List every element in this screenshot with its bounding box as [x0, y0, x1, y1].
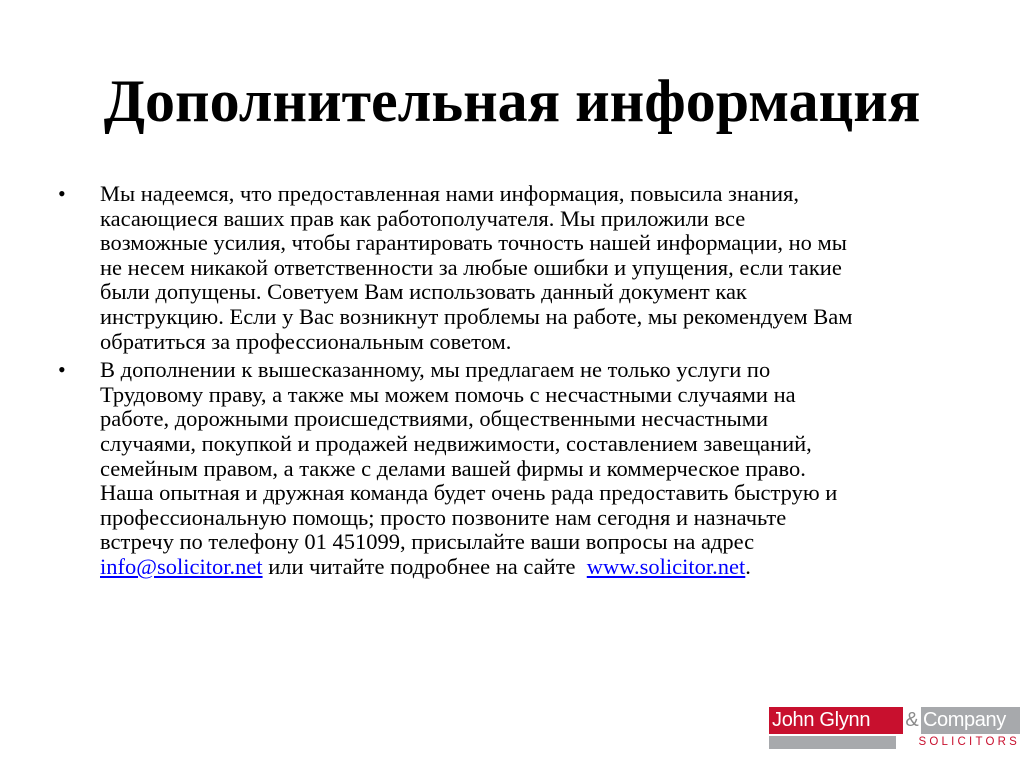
text-line: касающиеся ваших прав как работополучателя. Мы приложили все [100, 205, 746, 231]
logo-subtitle: SOLICITORS [918, 736, 1020, 748]
text-line: работе, дорожными происшедствиями, общественными несчастными [100, 406, 769, 432]
bullet-text-1 [100, 182, 968, 354]
bullet-text-2 [100, 358, 968, 579]
website-link[interactable]: www.solicitor.net [586, 553, 746, 579]
text-line: инструкцию. Если у Вас возникнут проблемы на работе, мы рекомендуем Вам [100, 303, 853, 329]
logo-grey-bar [769, 736, 896, 749]
text-line: профессиональную помощь; просто позвоните нам сегодня и назначьте [100, 504, 787, 530]
text-line: семейным правом, а также с делами вашей фирмы и коммерческое право. [100, 455, 806, 481]
text-line: случаями, покупкой и продажей недвижимости, составлением завещаний, [100, 430, 812, 456]
bullet-item-1 [58, 182, 968, 354]
link-connector-text: или читайте подробнее на сайте [262, 553, 587, 579]
text-line: Трудовому праву, а также мы можем помочь с несчастными случаями на [100, 381, 796, 407]
logo-ampersand: & [903, 707, 921, 734]
text-line: были допущены. Советуем Вам использовать данный документ как [100, 279, 747, 305]
sentence-end: . [745, 553, 751, 579]
text-line: встречу по телефону 01 451099, присылайте ваши вопросы на адрес [100, 529, 755, 555]
bullet-marker: • [58, 181, 66, 206]
logo-name-right: Company [921, 707, 1020, 734]
text-line: Наша опытная и дружная команда будет очень рада предоставить быструю и [100, 480, 838, 506]
slide-content [58, 182, 968, 584]
logo-subtitle-row [769, 736, 1020, 749]
text-line: не несем никакой ответственности за любые ошибки и упущения, если такие [100, 254, 842, 280]
text-line: обратиться за профессиональным советом. [100, 328, 512, 354]
text-line: возможные усилия, чтобы гарантировать точность нашей информации, но мы [100, 230, 847, 256]
slide-title: Дополнительная информация [103, 68, 921, 134]
text-line: Мы надеемся, что предоставленная нами информация, повысила знания, [100, 181, 800, 206]
bullet-item-2 [58, 358, 968, 579]
email-link[interactable]: info@solicitor.net [100, 553, 263, 579]
company-logo [769, 707, 1020, 749]
logo-name-left: John Glynn [769, 707, 903, 734]
text-line: В дополнении к вышесказанному, мы предлагаем не только услуги по [100, 357, 771, 383]
bullet-marker: • [58, 357, 66, 383]
text-line-links [100, 555, 968, 580]
logo-name-row [769, 707, 1020, 734]
